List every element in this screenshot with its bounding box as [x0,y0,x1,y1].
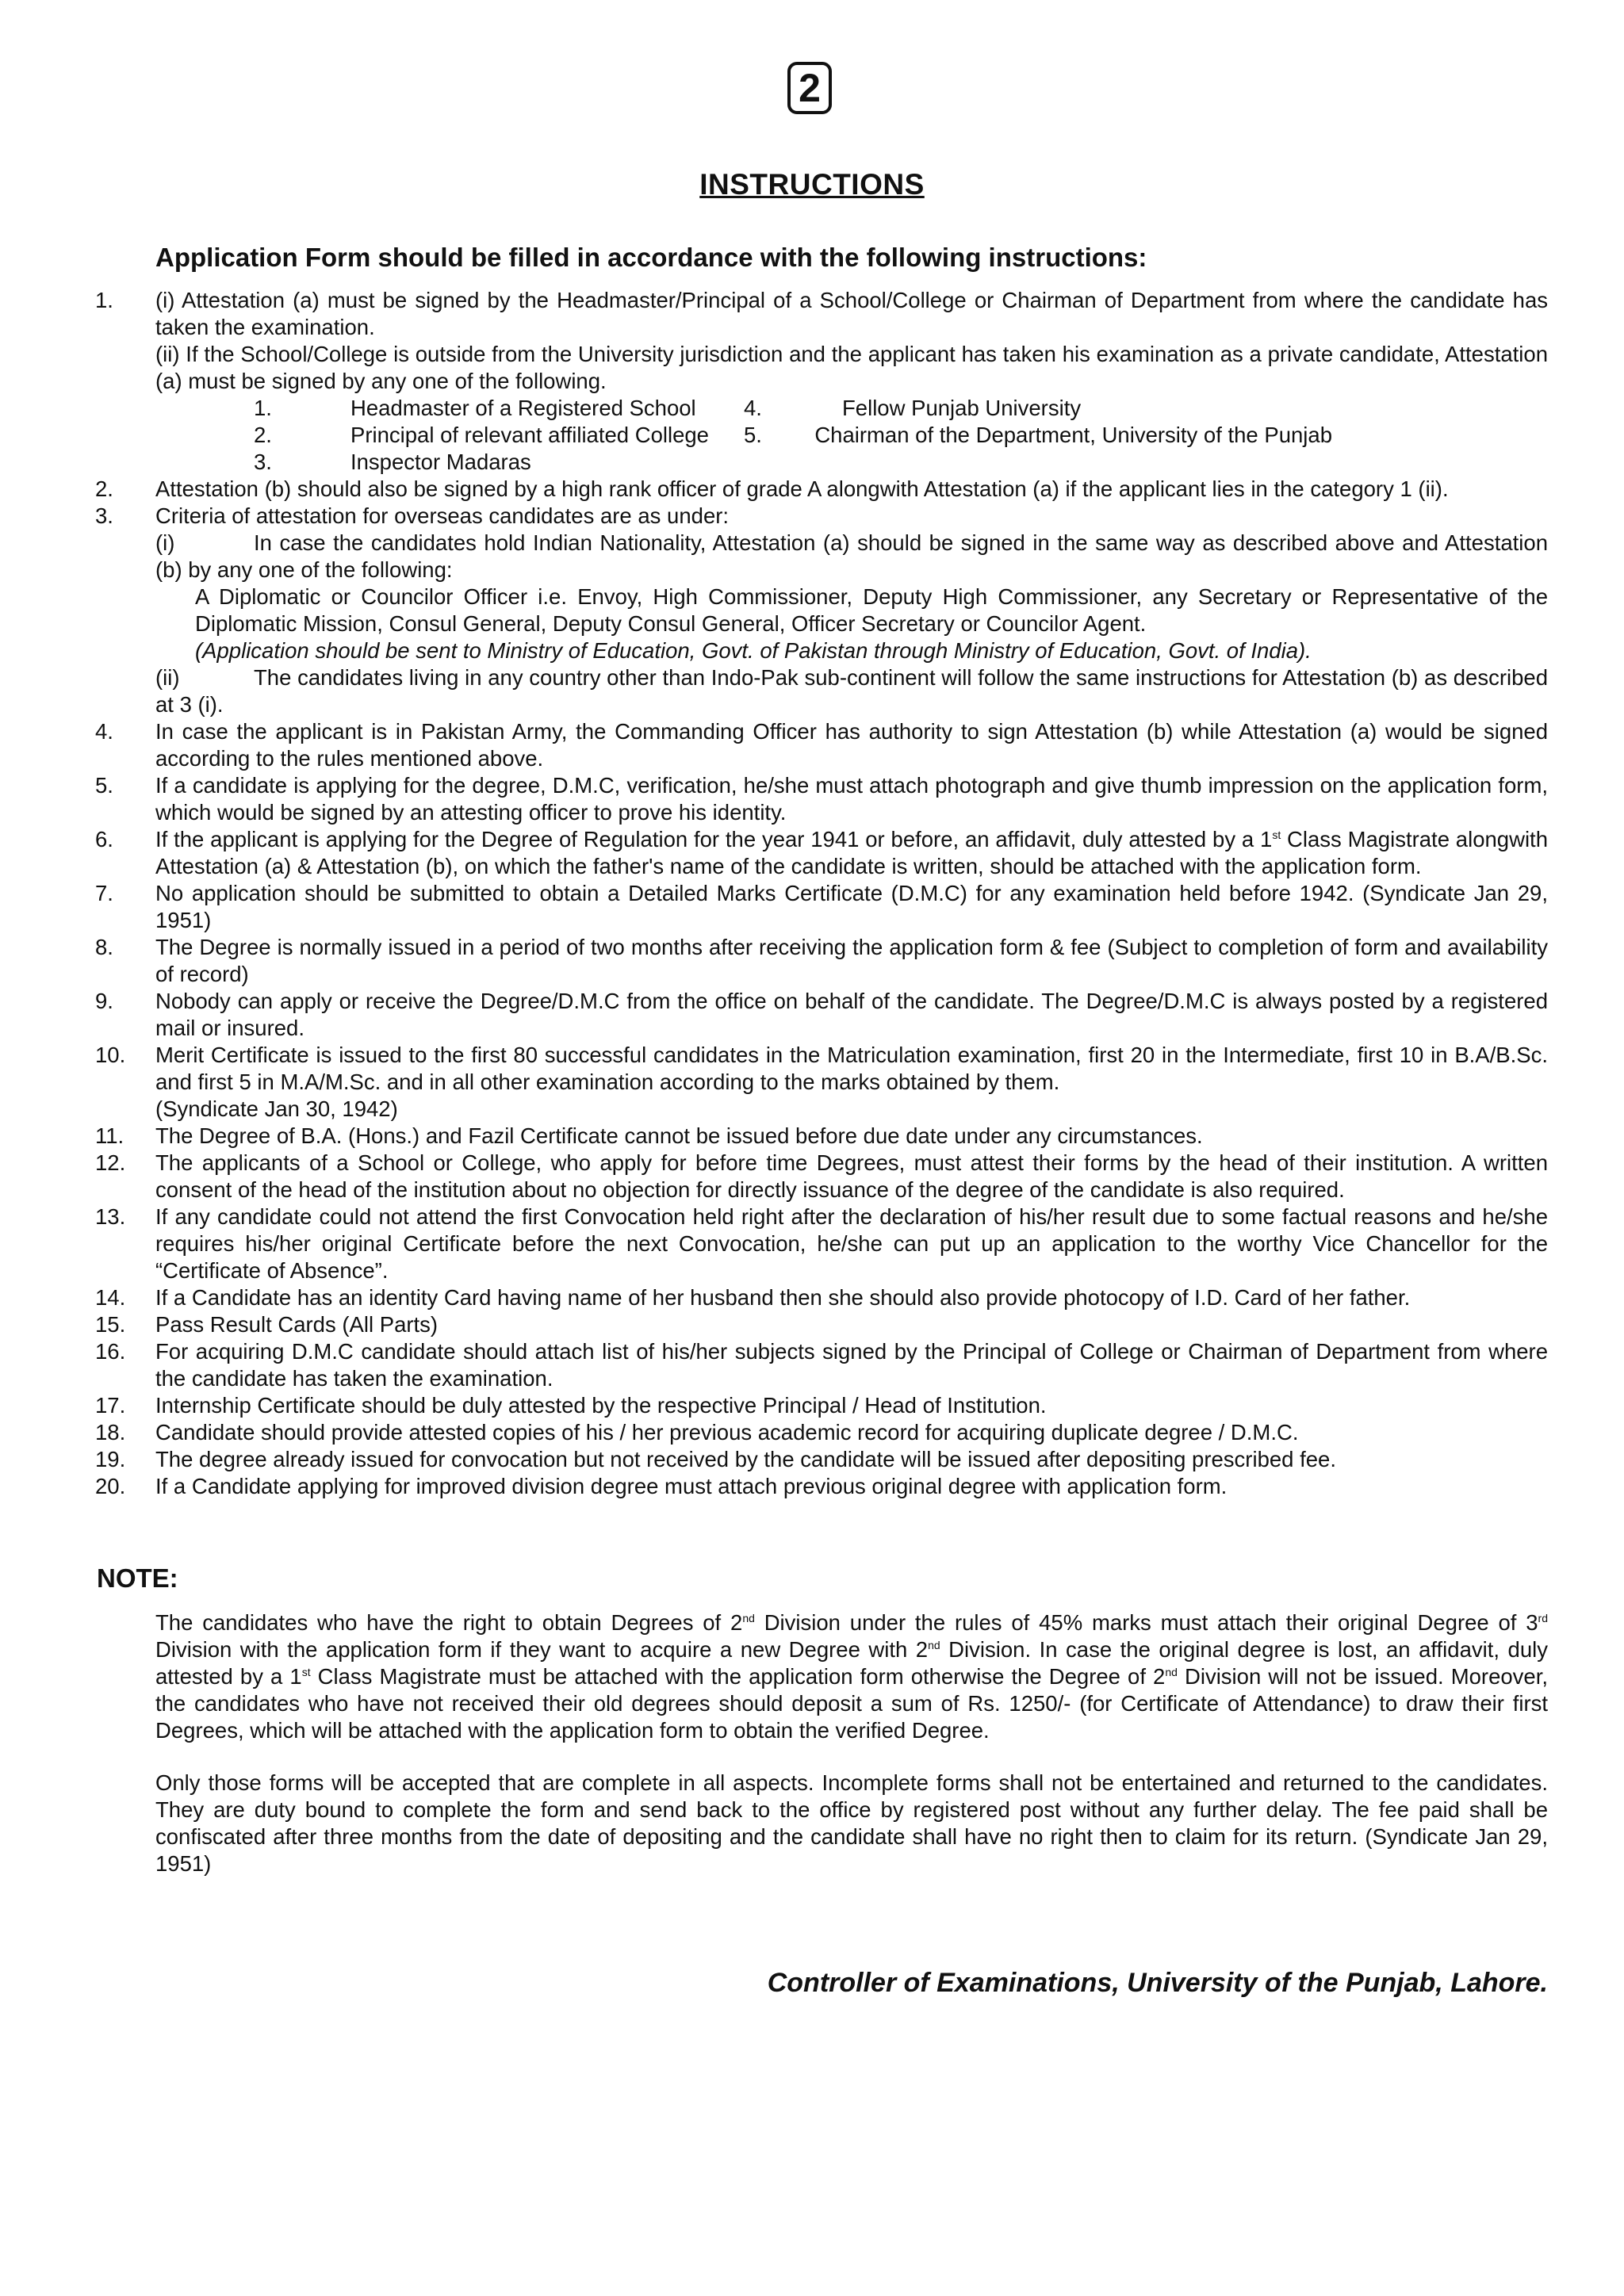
signer-number: 5. [744,423,762,447]
signer-item [744,395,1332,422]
instruction-item-9 [0,988,1624,1042]
note-paragraph-1 [155,1609,1548,1744]
item-text-part: If the applicant is applying for the Degree of Regulation for the year 1941 or before, an affidavit, duly attested by a 1 [155,827,1273,851]
signer-label: Fellow Punjab University [842,396,1082,420]
item-text: Merit Certificate is issued to the first 80 successful candidates in the Matriculation examination, first 20 in the Intermediate, first 10 in B.A/B.Sc. and first 5 in M.A/M.Sc. and in all other examination according to the marks obtained by them. [155,1043,1548,1094]
note-paragraph-2: Only those forms will be accepted that are complete in all aspects. Incomplete forms shall not be entertained and returned to the candidates. They are duty bound to complete the form and send back to the office by registered post without any further delay. The fee paid shall be confiscated after three months from the date of depositing and the candidate shall have no right then to claim for its return. (Syndicate Jan 29, 1951) [155,1770,1548,1876]
signer-label: Principal of relevant affiliated College [350,423,709,447]
instruction-item-17 [0,1392,1624,1419]
signer-label: Inspector Madaras [350,450,531,474]
item-text: If any candidate could not attend the first Convocation held right after the declaration of his/her result due to some factual reasons and he/she requires his/her original Certificate before the next Convocation, he/she can put up an application to the worthy Vice Chancellor for the “Certificate of Absence”. [155,1204,1548,1283]
item-text: In case the applicant is in Pakistan Army, the Commanding Officer has authority to sign Attestation (b) while Attestation (a) would be signed according to the rules mentioned above. [155,719,1548,771]
page-number-badge [787,62,832,114]
instruction-list [0,287,1624,1500]
criteria-ii [155,664,1548,718]
intro-heading: Application Form should be filled in accordance with the following instructions: [155,243,1147,272]
ordinal-suffix: st [301,1665,311,1678]
instruction-item-12 [0,1150,1624,1203]
item-text: If a Candidate applying for improved division degree must attach previous original degree with application form. [155,1474,1228,1498]
instruction-item-6 [0,826,1624,880]
criteria-text [155,530,1548,584]
item-number: 5. [95,773,113,798]
instruction-item-16 [0,1338,1624,1392]
signer-number: 4. [744,396,762,420]
item-number: 14. [95,1285,126,1310]
ordinal-suffix: st [1272,828,1281,841]
item-text: (ii) If the School/College is outside from the University jurisdiction and the applicant has taken his examination as a private candidate, Attestation (a) must be signed by any one of the following. [155,342,1548,393]
item-number: 15. [95,1312,126,1337]
item-number: 10. [95,1043,126,1067]
item-number: 4. [95,719,113,744]
instruction-item-8 [0,934,1624,988]
ordinal-suffix: rd [1538,1611,1548,1624]
criteria-i-text: In case the candidates hold Indian Nationality, Attestation (a) should be signed in the same way as described above and Attestation (b) by any one of the following: [155,530,1548,582]
item-number: 12. [95,1150,126,1175]
application-routing-note: (Application should be sent to Ministry of Education, Govt. of Pakistan through Ministry of Education, Govt. of India). [195,638,1312,663]
note-text: Class Magistrate must be attached with the application form otherwise the Degree of 2 [310,1664,1166,1689]
note-text: Division will not be issued. Moreover, the candidates who have not received their old degrees should deposit a sum of Rs. 1250/- (for Certificate of Attendance) to draw their first Degrees, which will be attached with the application form to obtain the verified Degree. [155,1664,1549,1743]
signer-column-right [744,395,1332,476]
instruction-item-11 [0,1123,1624,1150]
signer-number: 3. [254,450,272,474]
page-number: 2 [799,66,821,110]
note-text: Division. In case the original degree is lost, an affidavit, duly attested by a 1 [155,1637,1548,1689]
item-number: 13. [95,1204,126,1229]
item-number: 7. [95,881,113,905]
instruction-item-14 [0,1284,1624,1311]
signer-label: Headmaster of a Registered School [350,396,696,420]
signer-number: 1. [254,396,272,420]
signer-item [744,422,1332,449]
syndicate-reference: (Syndicate Jan 30, 1942) [155,1096,398,1121]
item-text: If a Candidate has an identity Card having name of her husband then she should also provide photocopy of I.D. Card of her father. [155,1285,1411,1310]
controller-signature-line: Controller of Examinations, University of the Punjab, Lahore. [767,1968,1548,1998]
item-number: 11. [95,1123,124,1148]
instruction-item-18 [0,1419,1624,1446]
item-text-part: Class Magistrate alongwith Attestation (a) & Attestation (b), on which the father's name of the candidate is written, should be attached with the application form. [155,827,1548,878]
item-text: Pass Result Cards (All Parts) [155,1312,439,1337]
item-text: For acquiring D.M.C candidate should attach list of his/her subjects signed by the Principal of College or Chairman of Department from where the candidate has taken the examination. [155,1339,1548,1391]
item-number: 2. [95,476,113,501]
item-number: 19. [95,1447,126,1471]
item-text: The applicants of a School or College, who apply for before time Degrees, must attest their forms by the head of their institution. A written consent of the head of the institution about no objection for directly issuance of the degree of the candidate is also required. [155,1150,1548,1202]
page-title: INSTRUCTIONS [699,168,925,201]
ordinal-suffix: nd [742,1611,755,1624]
signer-column-left [155,395,744,476]
signer-number: 2. [254,423,272,447]
note-text: Division with the application form if they want to acquire a new Degree with 2 [155,1637,929,1662]
instruction-item-7 [0,880,1624,934]
item-text: If a candidate is applying for the degree, D.M.C, verification, he/she must attach photograph and give thumb impression on the application form, which would be signed by an attesting officer to prove his identity. [155,773,1548,825]
item-number: 9. [95,989,113,1013]
signer-list [155,395,1548,476]
criteria-text [155,664,1548,718]
ordinal-suffix: nd [1165,1665,1178,1678]
item-text: (i) Attestation (a) must be signed by the Headmaster/Principal of a School/College or Chairman of Department from where the candidate has taken the examination. [155,288,1548,339]
instruction-item-1 [0,287,1624,476]
item-number: 16. [95,1339,126,1364]
note-text: The candidates who have the right to obtain Degrees of 2 [155,1610,743,1635]
instruction-item-4 [0,718,1624,772]
instruction-item-2 [0,476,1624,503]
criteria-i [155,530,1548,664]
item-text: The degree already issued for convocation but not received by the candidate will be issued after depositing prescribed fee. [155,1447,1336,1471]
criteria-number: (i) [155,530,175,555]
item-number: 8. [95,935,113,959]
instruction-item-19 [0,1446,1624,1473]
item-text: The Degree of B.A. (Hons.) and Fazil Certificate cannot be issued before due date under any circumstances. [155,1123,1203,1148]
instruction-item-3 [0,503,1624,718]
item-text: Candidate should provide attested copies of his / her previous academic record for acquiring duplicate degree / D.M.C. [155,1420,1299,1445]
item-text: Criteria of attestation for overseas candidates are as under: [155,503,730,528]
signer-label: Chairman of the Department, University of the Punjab [814,423,1332,447]
item-number: 18. [95,1420,126,1445]
criteria-ii-text: The candidates living in any country other than Indo-Pak sub-continent will follow the same instructions for Attestation (b) as described at 3 (i). [155,665,1548,717]
instruction-item-10 [0,1042,1624,1123]
instruction-item-13 [0,1203,1624,1284]
item-text: The Degree is normally issued in a period of two months after receiving the application form & fee (Subject to completion of form and availability of record) [155,935,1548,986]
item-number: 17. [95,1393,126,1418]
signer-item [155,422,744,449]
item-number: 20. [95,1474,126,1498]
note-text: Division under the rules of 45% marks must attach their original Degree of 3 [754,1610,1538,1635]
item-number: 1. [95,288,113,312]
instruction-item-5 [0,772,1624,826]
item-number: 6. [95,827,113,851]
instruction-item-15 [0,1311,1624,1338]
ordinal-suffix: nd [928,1638,940,1651]
item-number: 3. [95,503,113,528]
instruction-item-20 [0,1473,1624,1500]
signer-item [155,449,744,476]
signer-item [155,395,744,422]
item-text: Attestation (b) should also be signed by a high rank officer of grade A alongwith Attestation (a) if the applicant lies in the category 1 (ii). [155,476,1449,501]
officer-list-text: A Diplomatic or Councilor Officer i.e. Envoy, High Commissioner, Deputy High Commissioner, any Secretary or Representative of the Diplomatic Mission, Consul General, Deputy Consul General, Officer Secretary or Councilor Agent. [195,584,1548,636]
item-text [155,826,1548,880]
item-text: Internship Certificate should be duly attested by the respective Principal / Head of Institution. [155,1393,1047,1418]
criteria-number: (ii) [155,665,180,690]
note-heading: NOTE: [97,1563,178,1593]
item-text: Nobody can apply or receive the Degree/D.M.C from the office on behalf of the candidate. The Degree/D.M.C is always posted by a registered mail or insured. [155,989,1548,1040]
item-text: No application should be submitted to obtain a Detailed Marks Certificate (D.M.C) for any examination held before 1942. (Syndicate Jan 29, 1951) [155,881,1548,932]
